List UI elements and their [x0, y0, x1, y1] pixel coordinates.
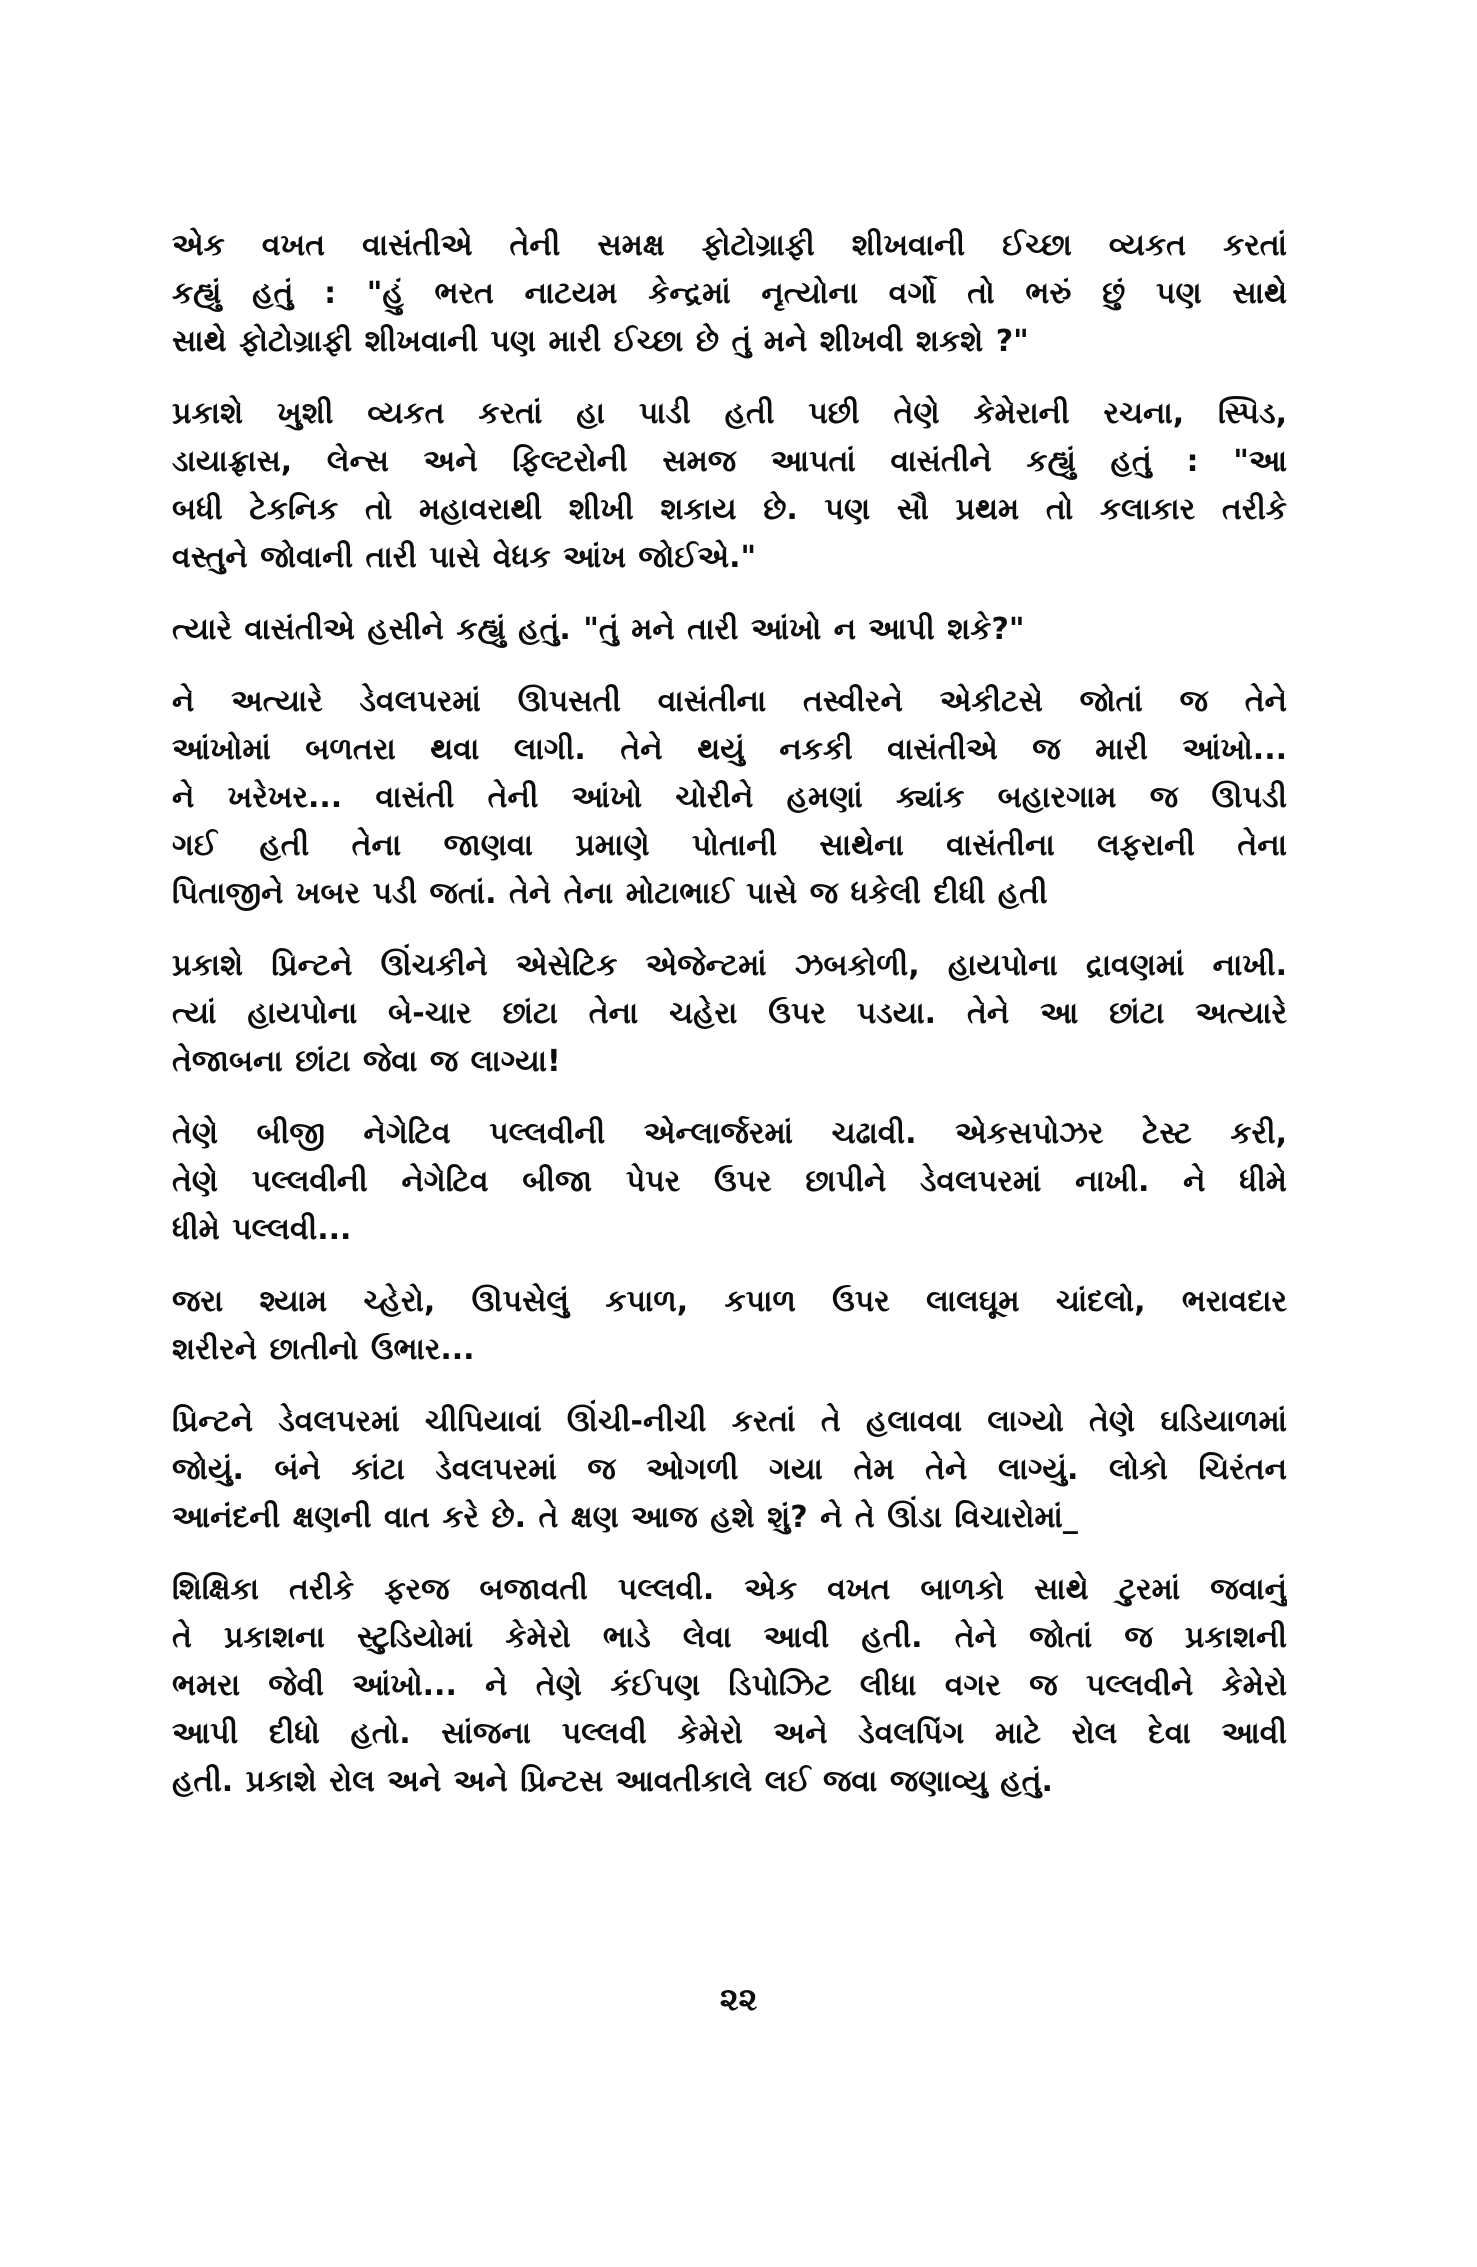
- text-line: ત્યાં હાયપોના બે-ચાર છાંટા તેના ચહેરા ઉપર પડયા. તેને આ છાંટા અત્યારે: [172, 996, 1287, 1031]
- text-line: શિક્ષિકા તરીકે ફરજ બજાવતી પલ્લવી. એક વખત બાળકો સાથે ટુરમાં જવાનું: [172, 1572, 1287, 1607]
- text-line: શરીરને છાતીનો ઉભાર...: [172, 1332, 475, 1367]
- text-line: તેણે બીજી નેગેટિવ પલ્લવીની એન્લાર્જરમાં ચઢાવી. એકસપોઝર ટેસ્ટ કરી,: [172, 1116, 1287, 1151]
- paragraph: [172, 606, 1287, 654]
- text-line: આનંદની ક્ષણની વાત કરે છે. તે ક્ષણ આજ હશે શું? ને તે ઊંડા વિચારોમાં_: [172, 1500, 1078, 1535]
- text-line: ધીમે પલ્લવી...: [172, 1212, 352, 1247]
- page-number: ૨૨: [719, 1980, 758, 2018]
- text-line: એક વખત વાસંતીએ તેની સમક્ષ ફોટોગ્રાફી શીખવાની ઈચ્છા વ્યકત કરતાં: [172, 228, 1287, 263]
- text-line: બધી ટેકનિક તો મહાવરાથી શીખી શકાય છે. પણ સૌ પ્રથમ તો કલાકાર તરીકે: [172, 492, 1287, 527]
- text-line: જરા શ્યામ ચ્હેરો, ઊપસેલું કપાળ, કપાળ ઉપર લાલઘૂમ ચાંદલો, ભરાવદાર: [172, 1284, 1287, 1319]
- text-line: ડાયાફ્રાસ, લેન્સ અને ફિલ્ટરોની સમજ આપતાં વાસંતીને કહ્યું હતું : "આ: [172, 444, 1287, 479]
- text-line: તેજાબના છાંટા જેવા જ લાગ્યા!: [172, 1044, 561, 1079]
- paragraph: [172, 1398, 1287, 1542]
- paragraph: [172, 1110, 1287, 1254]
- text-line: ભમરા જેવી આંખો... ને તેણે કંઈપણ ડિપોઝિટ લીધા વગર જ પલ્લવીને કેમેરો: [172, 1668, 1287, 1703]
- paragraph: [172, 1278, 1287, 1374]
- paragraph: [172, 222, 1287, 366]
- text-line: સાથે ફોટોગ્રાફી શીખવાની પણ મારી ઈચ્છા છે તું મને શીખવી શકશે ?": [172, 324, 1029, 359]
- text-line: વસ્તુને જોવાની તારી પાસે વેધક આંખ જોઈએ.": [172, 540, 757, 575]
- paragraph: [172, 678, 1287, 918]
- paragraph: [172, 1566, 1287, 1806]
- text-line: ત્યારે વાસંતીએ હસીને કહ્યું હતું. "તું મને તારી આંખો ન આપી શકે?": [172, 612, 1025, 647]
- text-line: પ્રિન્ટને ડેવલપરમાં ચીપિયાવાં ઊંચી-નીચી કરતાં તે હલાવવા લાગ્યો તેણે ઘડિયાળમાં: [172, 1404, 1287, 1439]
- text-line: પ્રકાશે પ્રિન્ટને ઊંચકીને એસેટિક એજેન્ટમાં ઝબકોળી, હાયપોના દ્રાવણમાં નાખી.: [172, 948, 1287, 983]
- text-line: પિતાજીને ખબર પડી જતાં. તેને તેના મોટાભાઈ પાસે જ ધકેલી દીધી હતી: [172, 876, 1048, 911]
- text-line: પ્રકાશે ખુશી વ્યકત કરતાં હા પાડી હતી પછી તેણે કેમેરાની રચના, સ્પિડ,: [172, 396, 1287, 431]
- text-line: આપી દીધો હતો. સાંજના પલ્લવી કેમેરો અને ડેવલપિંગ માટે રોલ દેવા આવી: [172, 1716, 1287, 1751]
- text-line: જોયું. બંને કાંટા ડેવલપરમાં જ ઓગળી ગયા તેમ તેને લાગ્યું. લોકો ચિરંતન: [172, 1452, 1287, 1487]
- text-line: તેણે પલ્લવીની નેગેટિવ બીજા પેપર ઉપર છાપીને ડેવલપરમાં નાખી. ને ધીમે: [172, 1164, 1287, 1199]
- body-text: [172, 222, 1287, 1830]
- text-line: ને અત્યારે ડેવલપરમાં ઊપસતી વાસંતીના તસ્વીરને એકીટસે જોતાં જ તેને: [172, 684, 1287, 719]
- text-line: ગઈ હતી તેના જાણવા પ્રમાણે પોતાની સાથેના વાસંતીના લફરાની તેના: [172, 828, 1287, 863]
- text-line: આંખોમાં બળતરા થવા લાગી. તેને થયું નકકી વાસંતીએ જ મારી આંખો...: [172, 732, 1287, 767]
- text-line: તે પ્રકાશના સ્ટુડિયોમાં કેમેરો ભાડે લેવા આવી હતી. તેને જોતાં જ પ્રકાશની: [172, 1620, 1287, 1655]
- paragraph: [172, 942, 1287, 1086]
- text-line: ને ખરેખર... વાસંતી તેની આંખો ચોરીને હમણાં ક્યાંક બહારગામ જ ઊપડી: [172, 780, 1287, 815]
- paragraph: [172, 390, 1287, 582]
- text-line: હતી. પ્રકાશે રોલ અને અને પ્રિન્ટસ આવતીકાલે લઈ જવા જણાવ્યુ હતું.: [172, 1764, 1053, 1799]
- text-line: કહ્યું હતું : "હું ભરત નાટયમ કેન્દ્રમાં નૃત્યોના વર્ગો તો ભરું છું પણ સાથે: [172, 276, 1287, 311]
